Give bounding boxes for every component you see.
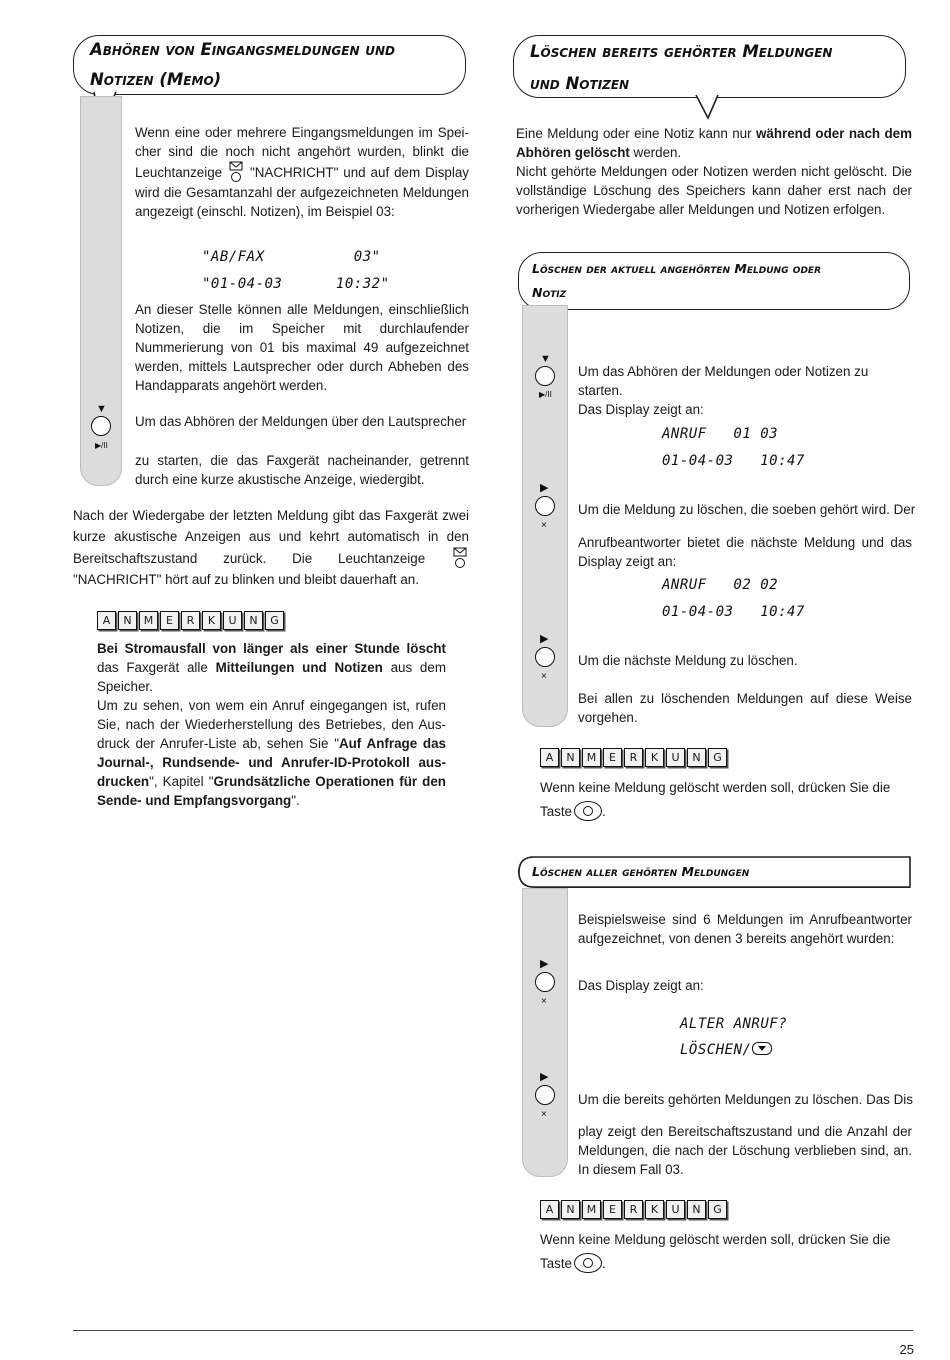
key-circle bbox=[535, 1085, 555, 1105]
right-heading-line2: und Notizen bbox=[530, 74, 630, 93]
left-display-line2: "01-04-03 10:32" bbox=[202, 276, 390, 292]
left-paragraph-3: Nach der Wiedergabe der letzten Meldung gibt das Faxgerät zwei kurze akustische Anzeigen aus und kehrt automatisch in den Bereitschaftszustand zurück. Die Leuchtanzeige "NACHRICHT" hört auf zu blinken und bleibt dauerhaft an. bbox=[73, 508, 469, 587]
delete-icon: × bbox=[541, 671, 547, 682]
note-letter: K bbox=[645, 748, 664, 767]
note-letter: U bbox=[666, 748, 685, 767]
right-note-text-1: Wenn keine Meldung gelöscht werden soll, drücken Sie die Taste . bbox=[540, 780, 891, 819]
delete-icon: × bbox=[541, 520, 547, 531]
arrow-down-icon: ▼ bbox=[96, 403, 107, 415]
note-letter: G bbox=[708, 1200, 727, 1219]
left-note-label bbox=[97, 611, 284, 633]
sub2-display-2: LÖSCHEN/ bbox=[680, 1041, 772, 1060]
left-note-text: Bei Stromausfall von länger als einer Stunde löscht das Faxgerät alle Mitteilungen und Notizen aus dem Speicher. Um zu sehen, von wem ein Anruf eingegangen ist, rufen Sie, nach der Wiederherstellung des Betriebes, den Ausdruck der Anrufer-Liste ab, sehen Sie "Auf Anfrage das Journal-, Rundsende- und Anrufer-ID-Protokoll ausdrucken", Kapitel "Grundsätzliche Operationen für den Sende- und Empfangsvorgang". bbox=[97, 641, 447, 808]
sub1-step-text-5: Um die nächste Meldung zu löschen. bbox=[578, 653, 798, 668]
arrow-right-icon: ▶ bbox=[540, 958, 549, 970]
note-letter: N bbox=[561, 1200, 580, 1219]
key-circle bbox=[91, 416, 111, 436]
right-note-label-2 bbox=[540, 1200, 727, 1222]
note-letter: N bbox=[687, 748, 706, 767]
note-letter: N bbox=[118, 611, 137, 630]
right-heading-line1: Löschen bereits gehörter Meldungen bbox=[530, 42, 833, 61]
note-letter: N bbox=[561, 748, 580, 767]
note-letter: A bbox=[540, 748, 559, 767]
sub1-display-1: ANRUF 01 03 bbox=[662, 426, 779, 442]
key-circle bbox=[535, 647, 555, 667]
sub1-heading-line1: Löschen der aktuell angehörten Meldung oder bbox=[532, 261, 822, 276]
sub1-step-text-6: Bei allen zu löschenden Meldungen auf diese Weise vorgehen. bbox=[578, 691, 912, 725]
sub2-key-strip bbox=[522, 888, 568, 1177]
note-letter: E bbox=[603, 1200, 622, 1219]
delete-icon: × bbox=[541, 996, 547, 1007]
note-letter: G bbox=[708, 748, 727, 767]
arrow-right-icon: ▶ bbox=[540, 1071, 549, 1083]
sub1-delete-key-2[interactable] bbox=[534, 634, 558, 682]
note-letter: N bbox=[687, 1200, 706, 1219]
note-letter: N bbox=[244, 611, 263, 630]
note-letter: K bbox=[202, 611, 221, 630]
right-intro-text: Eine Meldung oder eine Notiz kann nur während oder nach dem Abhören gelöscht werden. Nicht gehörte Meldungen oder Notizen werden nicht gelöscht. Die vollständige Löschung des Speichers kann daher erst nach der vorherigen Wiedergabe aller Meldungen und Notizen erfolgen. bbox=[516, 126, 912, 217]
right-note-text-2: Wenn keine Meldung gelöscht werden soll, drücken Sie die Taste . bbox=[540, 1232, 891, 1271]
message-led-icon bbox=[453, 547, 467, 569]
sub1-step-text-2: Das Display zeigt an: bbox=[578, 402, 704, 417]
delete-icon: × bbox=[541, 1109, 547, 1120]
arrow-right-icon: ▶ bbox=[540, 482, 549, 494]
key-circle bbox=[535, 496, 555, 516]
play-pause-icon: ▶/II bbox=[95, 441, 108, 450]
key-circle bbox=[535, 366, 555, 386]
sub1-display-4: 01-04-03 10:47 bbox=[662, 604, 805, 620]
sub2-display-1: ALTER ANRUF? bbox=[680, 1016, 788, 1032]
left-step-text-1: Um das Abhören der Meldungen über den Lautsprecher bbox=[135, 414, 467, 429]
sub2-step-text-3: Um die bereits gehörten Meldungen zu löschen. Das Dis bbox=[578, 1092, 913, 1107]
left-display-line1: "AB/FAX 03" bbox=[202, 249, 381, 265]
note-letter: R bbox=[624, 1200, 643, 1219]
sub2-step-text-4: play zeigt den Bereitschaftszustand und die Anzahl der Meldungen, die nach der Löschung verblieben sind, an. In diesem Fall 03. bbox=[578, 1124, 912, 1177]
note-letter: R bbox=[181, 611, 200, 630]
sub2-delete-key[interactable] bbox=[534, 959, 558, 1007]
note-letter: M bbox=[139, 611, 158, 630]
sub2-step-text-2: Das Display zeigt an: bbox=[578, 978, 704, 993]
note-letter: A bbox=[97, 611, 116, 630]
note-letter: R bbox=[624, 748, 643, 767]
sub1-display-2: 01-04-03 10:47 bbox=[662, 453, 805, 469]
sub1-heading-line2: Notiz bbox=[532, 285, 567, 300]
stop-key-icon bbox=[574, 1253, 602, 1273]
sub2-delete-key-2[interactable] bbox=[534, 1072, 558, 1120]
sub1-step-text-3: Um die Meldung zu löschen, die soeben gehört wird. Der bbox=[578, 502, 916, 517]
sub1-step-text-4: Anrufbeantworter bietet die nächste Meldung und das Display zeigt an: bbox=[578, 535, 912, 569]
play-pause-icon: ▶/II bbox=[539, 390, 552, 399]
sub1-delete-key[interactable] bbox=[534, 483, 558, 531]
note-letter: E bbox=[160, 611, 179, 630]
note-letter: U bbox=[223, 611, 242, 630]
right-note-label-1 bbox=[540, 748, 727, 770]
down-key-icon bbox=[752, 1042, 772, 1055]
left-step-text-2: zu starten, die das Faxgerät nacheinander, getrennt durch eine kurze akustische Anzeige, wiedergibt. bbox=[135, 453, 469, 487]
sub1-play-pause-key[interactable] bbox=[534, 354, 558, 400]
sub2-heading-line1: Löschen aller gehörten Meldungen bbox=[532, 864, 750, 879]
left-paragraph-2: An dieser Stelle können alle Meldungen, einschließlich Notizen, die im Speicher mit durchlaufender Nummerierung von 01 bis maximal 49 aufgezeichnet werden, mittels Lautsprecher oder durch Abheben des Handapparats angehört werden. bbox=[135, 302, 469, 393]
note-letter: A bbox=[540, 1200, 559, 1219]
note-letter: U bbox=[666, 1200, 685, 1219]
footer-divider bbox=[73, 1330, 913, 1331]
left-heading-line2: Notizen (Memo) bbox=[90, 70, 222, 89]
message-led-icon bbox=[229, 161, 243, 183]
sub1-display-3: ANRUF 02 02 bbox=[662, 577, 779, 593]
left-heading-line1: Abhören von Eingangsmeldungen und bbox=[90, 40, 396, 59]
note-letter: M bbox=[582, 1200, 601, 1219]
arrow-right-icon: ▶ bbox=[540, 633, 549, 645]
note-letter: G bbox=[265, 611, 284, 630]
right-heading-tail bbox=[694, 93, 724, 121]
arrow-down-icon: ▼ bbox=[540, 353, 551, 365]
left-play-pause-key[interactable] bbox=[90, 404, 114, 450]
key-circle bbox=[535, 972, 555, 992]
note-letter: E bbox=[603, 748, 622, 767]
left-intro-text: Wenn eine oder mehrere Eingangsmeldungen im Speicher sind die noch nicht angehört wurden, blinkt die Leuchtanzeige "NACHRICHT" und auf dem Display wird die Gesamtanzahl der aufgezeichneten Meldungen angezeigt (einschl. Notizen), im Beispiel 03: bbox=[135, 125, 469, 219]
sub1-step-text-1: Um das Abhören der Meldungen oder Notizen zu starten. bbox=[578, 364, 869, 398]
note-letter: M bbox=[582, 748, 601, 767]
note-letter: K bbox=[645, 1200, 664, 1219]
stop-key-icon bbox=[574, 801, 602, 821]
sub2-step-text-1: Beispielsweise sind 6 Meldungen im Anrufbeantworter aufgezeichnet, von denen 3 bereits angehört wurden: bbox=[578, 912, 912, 946]
page-number: 25 bbox=[899, 1342, 914, 1357]
